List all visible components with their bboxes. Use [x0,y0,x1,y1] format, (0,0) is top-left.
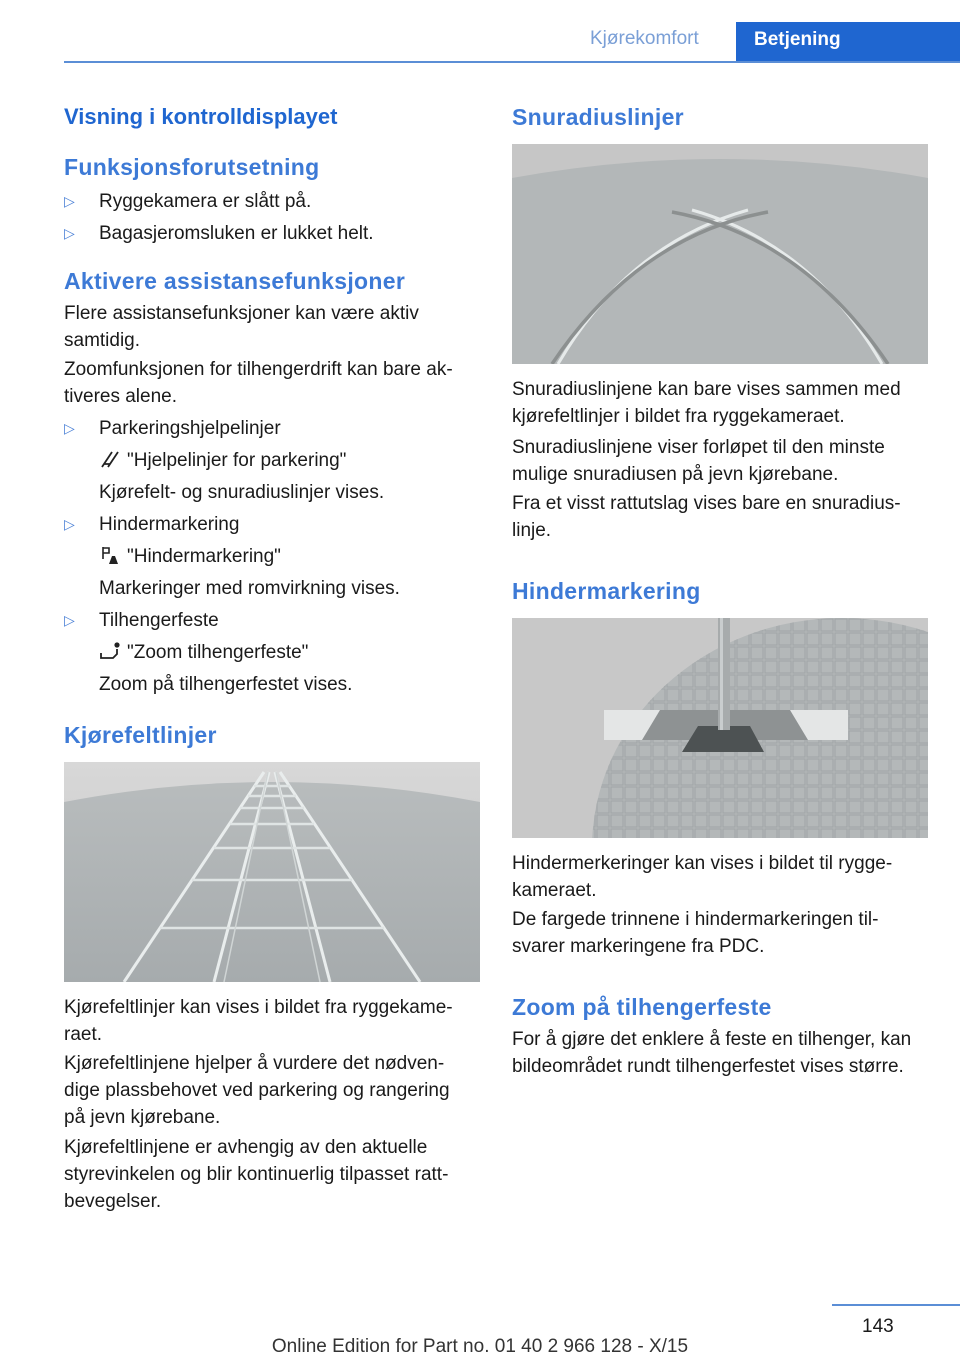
menu-entry: "Hindermarkering" [99,543,281,570]
header-rule [64,61,960,63]
paragraph: Kjørefeltlinjer kan vises i bildet fra ryggekame‐ raet. [64,997,453,1045]
paragraph: Snuradiuslinjene kan bare vises sammen med kjørefeltlinjer i bildet fra ryggekameraet. [512,379,901,427]
paragraph: Zoomfunksjonen for tilhengerdrift kan bare ak‐ tiveres alene. [64,359,453,407]
footer-edition: Online Edition for Part no. 01 40 2 966 128 - X/15 [271,1336,689,1357]
paragraph: Fra et visst rattutslag vises bare en snuradius‐ linje. [512,493,901,541]
menu-entry: "Zoom tilhengerfeste" [99,639,308,666]
footer-rule [832,1304,960,1306]
bullet-triangle-icon: ▷ [64,225,75,241]
bullet-triangle-icon: ▷ [64,193,75,209]
obstacle-heading: Hindermarkering [512,578,701,604]
parking-lines-icon [99,449,121,469]
lane-lines-illustration [64,762,480,982]
zoom-heading: Zoom på tilhengerfeste [512,994,772,1020]
paragraph: Snuradiuslinjene viser forløpet til den minste mulige snuradiusen på jevn kjørebane. [512,437,885,485]
paragraph: De fargede trinnene i hindermarkeringen til‐ svarer markeringene fra PDC. [512,909,879,957]
bullet-triangle-icon: ▷ [64,516,75,532]
paragraph: Hindermerkeringer kan vises i bildet til rygge‐ kameraet. [512,853,893,901]
item-description: Kjørefelt- og snuradiuslinjer vises. [99,482,385,503]
page-header [0,0,960,64]
obstacle-marking-illustration [512,618,928,838]
lanes-heading: Kjørefeltlinjer [64,722,217,748]
menu-entry: "Hjelpelinjer for parkering" [99,447,346,474]
item-description: Markeringer med romvirkning vises. [99,578,400,599]
page-number: 143 [862,1316,894,1337]
paragraph: Kjørefeltlinjene er avhengig av den aktuelle styrevinkelen og blir kontinuerlig tilpasset ratt‐ bevegelser. [64,1137,449,1212]
paragraph: Kjørefeltlinjene hjelper å vurdere det nødven‐ dige plassbehovet ved parkering og rangering på jevn kjørebane. [64,1053,450,1128]
header-section-label: Kjørekomfort [590,28,699,49]
prereq-heading: Funksjonsforutsetning [64,154,320,180]
paragraph: For å gjøre det enklere å feste en tilhenger, kan bildeområdet rundt tilhengerfestet vises større. [512,1029,912,1077]
bullet-triangle-icon: ▷ [64,612,75,628]
section-title: Visning i kontrolldisplayet [64,104,338,129]
bullet-triangle-icon: ▷ [64,420,75,436]
turn-heading: Snuradiuslinjer [512,104,684,130]
item-description: Zoom på tilhengerfestet vises. [99,674,353,695]
obstacle-marking-icon [99,545,121,565]
header-chapter-tab: Betjening [736,22,960,62]
trailer-hitch-icon [99,641,121,661]
activate-heading: Aktivere assistansefunksjoner [64,268,406,294]
turning-radius-illustration [512,144,928,364]
paragraph: Flere assistansefunksjoner kan være aktiv samtidig. [64,303,419,351]
